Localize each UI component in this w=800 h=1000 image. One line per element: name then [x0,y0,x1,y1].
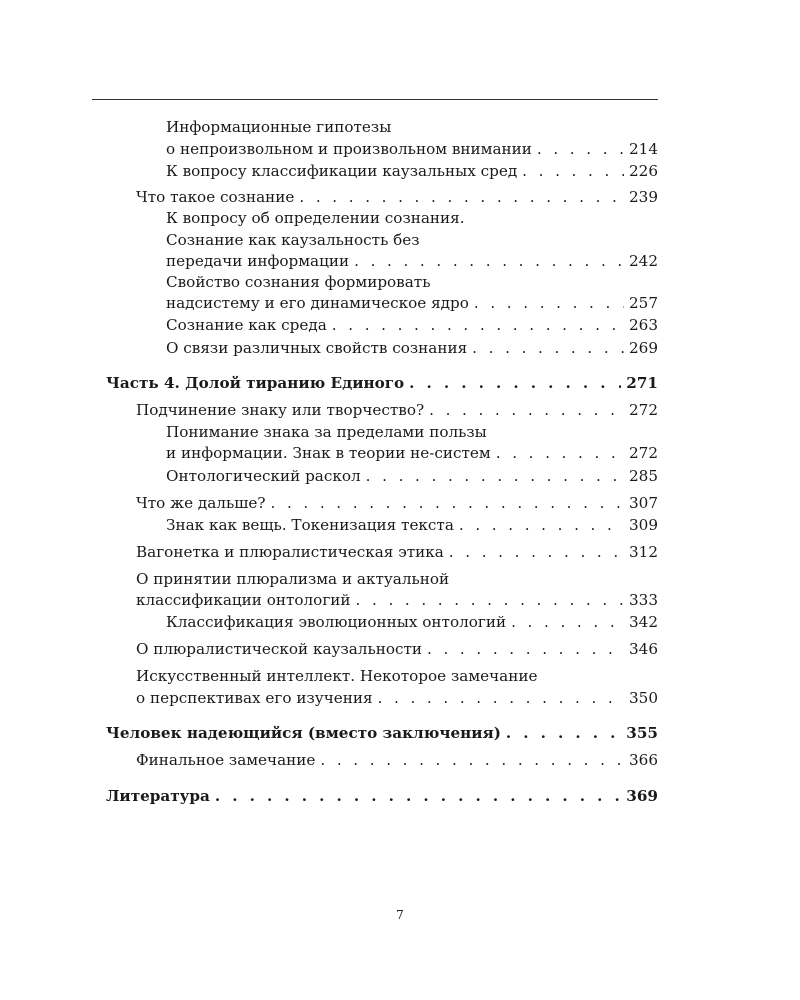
toc-entry-title: Финальное замечание [136,751,316,769]
toc-entry-title: классификации онтологий [136,591,351,609]
toc-part-entry[interactable] [106,785,658,807]
toc-page-number: 271 [626,374,658,392]
toc-page-number: 242 [629,252,658,270]
dot-leader [299,186,624,208]
dot-leader [356,589,624,611]
toc-entry[interactable] [136,589,658,611]
dot-leader [506,722,621,744]
toc-entry[interactable] [166,611,658,633]
toc-entry-title: и информации. Знак в теории не-систем [166,444,491,462]
toc-page-number: 309 [629,516,658,534]
toc-entry-title: Классификация эволюционных онтологий [166,613,507,631]
dot-leader [270,492,624,514]
toc-page-number: 214 [629,140,658,158]
dot-leader [332,314,624,336]
toc-entry-title: Литература [106,787,210,805]
dot-leader [427,638,624,660]
toc-page-number: 285 [629,467,658,485]
toc-page-number: 307 [629,494,658,512]
dot-leader [378,687,624,709]
toc-entry-title: о перспективах его изучения [136,689,373,707]
toc-entry[interactable] [166,314,658,336]
toc-page-number: 346 [629,640,658,658]
toc-entry[interactable] [136,687,658,709]
toc-entry[interactable] [166,465,658,487]
toc-entry-line: Свойство сознания формировать [166,273,431,291]
toc-page-number: 312 [629,543,658,561]
toc-page-number: 369 [626,787,658,805]
dot-leader [472,337,624,359]
toc-entry-title: Часть 4. Долой тиранию Единого [106,374,405,392]
toc-page-number: 257 [629,294,658,312]
toc-entry[interactable] [136,749,658,771]
toc-part-entry[interactable] [106,722,658,744]
toc-entry-line: Понимание знака за пределами пользы [166,423,487,441]
toc-entry-title: Подчинение знаку или творчество? [136,401,425,419]
toc-page-number: 263 [629,316,658,334]
dot-leader [522,160,624,182]
dot-leader [511,611,624,633]
toc-entry-line: К вопросу об определении сознания. [166,209,465,227]
toc-entry-title: О связи различных свойств сознания [166,339,468,357]
toc-entry[interactable] [166,337,658,359]
toc-part-entry[interactable] [106,372,658,394]
dot-leader [449,541,624,563]
toc-page-number: 226 [629,162,658,180]
toc-entry[interactable] [166,442,658,464]
toc-entry[interactable] [166,514,658,536]
toc-entry-title: надсистему и его динамическое ядро [166,294,469,312]
toc-entry[interactable] [166,250,658,272]
dot-leader [409,372,621,394]
toc-entry[interactable] [166,292,658,314]
dot-leader [429,399,624,421]
toc-page-number: 350 [629,689,658,707]
toc-entry-line: Искусственный интеллект. Некоторое замечание [136,667,538,685]
toc-entry-title: О плюралистической каузальности [136,640,423,658]
toc-entry-line: Информационные гипотезы [166,118,392,136]
toc-entry-title: передачи информации [166,252,350,270]
dot-leader [474,292,624,314]
toc-entry-line: О принятии плюрализма и актуальной [136,570,450,588]
toc-page-number: 272 [629,401,658,419]
toc-entry-title: Человек надеющийся (вместо заключения) [106,724,501,742]
toc-entry-title: Знак как вещь. Токенизация текста [166,516,454,534]
toc-entry[interactable] [136,399,658,421]
dot-leader [354,250,624,272]
toc-page-number: 366 [629,751,658,769]
toc-entry-title: Что же дальше? [136,494,266,512]
toc-entry-title: о непроизвольном и произвольном внимании [166,140,532,158]
toc-entry-line: Сознание как каузальность без [166,231,420,249]
dot-leader [366,465,624,487]
toc-page-number: 239 [629,188,658,206]
toc-entry[interactable] [136,492,658,514]
dot-leader [459,514,624,536]
toc-entry[interactable] [166,138,658,160]
page-number: 7 [396,908,404,922]
dot-leader [215,785,621,807]
toc-page-number: 333 [629,591,658,609]
toc-entry-title: К вопросу классификации каузальных сред [166,162,518,180]
toc-page-number: 269 [629,339,658,357]
toc-entry[interactable] [136,638,658,660]
dot-leader [496,442,624,464]
toc-page-number: 272 [629,444,658,462]
toc-page-number: 342 [629,613,658,631]
toc-entry[interactable] [166,160,658,182]
toc-entry[interactable] [136,186,658,208]
dot-leader [537,138,624,160]
toc-entry-title: Сознание как среда [166,316,327,334]
toc-entry[interactable] [136,541,658,563]
dot-leader [320,749,624,771]
toc-entry-title: Онтологический раскол [166,467,361,485]
toc-entry-title: Вагонетка и плюралистическая этика [136,543,444,561]
toc-entry-title: Что такое сознание [136,188,295,206]
toc-page-number: 355 [626,724,658,742]
